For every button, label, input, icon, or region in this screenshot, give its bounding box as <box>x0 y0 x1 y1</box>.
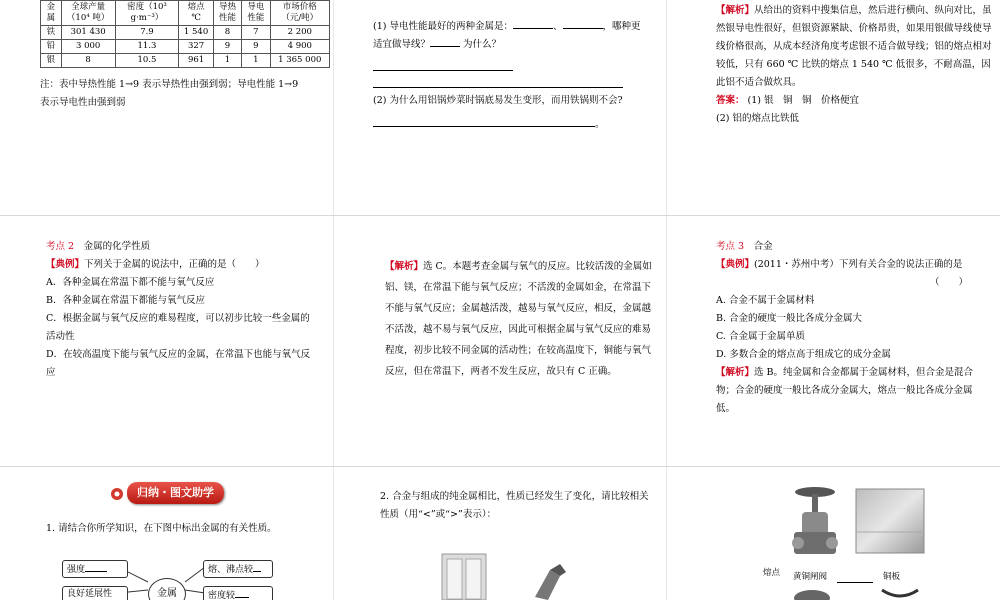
slide-alloy-compare[interactable] <box>380 488 655 600</box>
metal-property-table <box>40 0 330 68</box>
answer-tag: 答案： <box>716 95 745 106</box>
question-1-cont <box>373 36 658 54</box>
table-header: 金属 <box>41 1 62 26</box>
question-2: (2) 为什么用铝锅炒菜时锅底易发生变形，而用铁锅则不会? <box>373 95 623 106</box>
metal-node: 金属 <box>148 578 186 600</box>
answer-text: (2) 铝的熔点比铁低 <box>716 113 799 124</box>
table-cell: 8 <box>61 54 115 68</box>
table-cell: 3 000 <box>61 40 115 54</box>
point-title: 合金 <box>753 241 773 252</box>
option-a[interactable]: A．各种金属在常温下都不能与氧气反应 <box>46 277 215 288</box>
gear-icon <box>110 487 124 501</box>
column-divider <box>666 0 667 600</box>
table-cell: 961 <box>179 54 213 68</box>
table-cell: 301 430 <box>61 26 115 40</box>
table-row <box>41 40 330 54</box>
answer-blank[interactable] <box>85 561 107 572</box>
question-text: ，哪种更 <box>602 21 641 32</box>
table-cell: 铁 <box>41 26 62 40</box>
property-label: 密度较 <box>208 591 236 600</box>
analysis-text: 从给出的资料中搜集信息，然后进行横向、纵向对比，虽然银导电性很好，但银资源紧缺、价格昂贵，如果用银做导线使导线价格很高，从成本经济角度考虑银不适合做导线；铝的熔点相对较低，只有 660 ℃ 比铁的熔点 1 540 ℃ 低很多，不耐高温，因此铝不适合做炊具。 <box>716 5 992 88</box>
option-b[interactable]: B. 合金的硬度一般比各成分金属大 <box>716 313 863 324</box>
period: 。 <box>595 119 605 130</box>
example-question: (2011・苏州中考）下列有关合金的说法正确的是 <box>754 259 963 270</box>
table-cell: 11.3 <box>115 40 179 54</box>
table-row <box>41 26 330 40</box>
melting-point-label: 熔点 <box>763 568 781 578</box>
column-divider <box>333 0 334 600</box>
answer-line[interactable] <box>373 71 623 88</box>
example-tag: 【典例】 <box>716 259 755 270</box>
table-cell: 7.9 <box>115 26 179 40</box>
slide-summary[interactable] <box>40 478 330 600</box>
question-1 <box>373 18 658 36</box>
option-d[interactable]: D．在较高温度下能与氧气反应的金属，在常温下也能与氧气反应 <box>46 349 311 378</box>
table-cell: 铅 <box>41 40 62 54</box>
answer-parenthesis: （ ） <box>929 277 968 288</box>
answer-blank[interactable] <box>430 36 460 47</box>
copper-plate-image <box>855 488 925 554</box>
analysis-tag: 【解析】 <box>385 261 424 272</box>
answer-line[interactable] <box>373 110 595 127</box>
table-row <box>41 54 330 68</box>
question-text: 适宜做导线？ <box>373 39 431 50</box>
compare-question: 2. 合金与组成的纯金属相比，性质已经发生了变化，请比较相关性质（用“<”或“>”表示）： <box>380 491 649 520</box>
example-tag: 【典例】 <box>46 259 85 270</box>
table-cell: 10.5 <box>115 54 179 68</box>
property-box-density[interactable] <box>203 586 273 600</box>
slide-photos[interactable] <box>700 468 1000 600</box>
table-note: 注：表中导热性能 1→9 表示导热性由强到弱；导电性能 1→9 表示导电性由强到弱 <box>40 79 299 108</box>
property-box-melting[interactable] <box>203 560 273 578</box>
slide-questions[interactable] <box>373 18 658 208</box>
answer-blank[interactable] <box>513 18 553 29</box>
slide-point-3[interactable] <box>716 238 982 463</box>
point-title: 金属的化学性质 <box>83 241 151 252</box>
table-cell: 9 <box>213 40 241 54</box>
table-cell: 银 <box>41 54 62 68</box>
brass-valve-image <box>790 484 840 560</box>
table-cell: 8 <box>213 26 241 40</box>
pan-image <box>880 586 920 600</box>
slide-metal-table[interactable] <box>40 0 330 212</box>
point-label: 考点 3 <box>716 241 745 252</box>
row-divider <box>0 466 1000 467</box>
answer-blank[interactable] <box>837 572 873 583</box>
table-header: 导电性能 <box>242 1 270 26</box>
analysis-text: 选 B。纯金属和合金都属于金属材料，但合金是混合物；合金的硬度一般比各成分金属大，熔点一般比各成分金属低。 <box>716 367 974 414</box>
point-label: 考点 2 <box>46 241 75 252</box>
property-label: 熔、沸点较 <box>208 565 254 575</box>
table-cell: 327 <box>179 40 213 54</box>
option-b[interactable]: B．各种金属在常温下都能与氧气反应 <box>46 295 205 306</box>
option-c[interactable]: C. 合金属于金属单质 <box>716 331 805 342</box>
table-cell: 4 900 <box>270 40 329 54</box>
answer-blank[interactable] <box>235 587 249 598</box>
slide-point-2[interactable] <box>46 238 316 463</box>
option-d[interactable]: D. 多数合金的熔点高于组成它的成分金属 <box>716 349 891 360</box>
table-cell: 1 <box>242 54 270 68</box>
answer-line[interactable] <box>373 54 513 71</box>
row-divider <box>0 215 1000 216</box>
table-header: 市场价格（元/吨） <box>270 1 329 26</box>
table-cell: 1 365 000 <box>270 54 329 68</box>
property-box-ductility[interactable]: 良好延展性 <box>62 586 128 600</box>
table-header: 全球产量（10⁴ 吨） <box>61 1 115 26</box>
table-cell: 7 <box>242 26 270 40</box>
question-text: 、 <box>552 21 563 32</box>
window-frame-image <box>440 552 490 600</box>
table-header: 密度（10³ g·m⁻³） <box>115 1 179 26</box>
table-cell: 9 <box>242 40 270 54</box>
summary-badge <box>110 482 224 504</box>
analysis-tag: 【解析】 <box>716 5 755 16</box>
option-a[interactable]: A. 合金不属于金属材料 <box>716 295 815 306</box>
answer-text: (1) 银 铜 铜 价格便宜 <box>747 95 860 106</box>
brass-valve-label: 黄铜闸阀 <box>793 572 828 582</box>
question-text: 为什么？ <box>463 39 502 50</box>
summary-title: 归纳・图文助学 <box>127 482 224 504</box>
answer-blank[interactable] <box>253 561 261 572</box>
table-cell: 2 200 <box>270 26 329 40</box>
table-cell: 1 540 <box>179 26 213 40</box>
analysis-text: 选 C。本题考查金属与氧气的反应。比较活泼的金属如铝、镁，在常温下能与氧气反应；不活泼的金属如金，在常温下不能与氧气反应；金属越活泼，越易与氧气反应，相反，金属越不活泼，越不易与氧气反应，因此可根据金属与氧气反应的难易程度，初步比较不同金属的活动性；在较高温度下，铜能与氧气反应，但在常温下，两者不发生反应，故只有 C 正确。 <box>385 261 652 377</box>
slide-analysis-2[interactable] <box>385 256 653 461</box>
pot-image <box>792 586 832 600</box>
option-c[interactable]: C．根据金属与氧气反应的难易程度，可以初步比较一些金属的活动性 <box>46 313 310 342</box>
answer-blank[interactable] <box>563 18 603 29</box>
table-cell: 1 <box>213 54 241 68</box>
property-box-strength[interactable] <box>62 560 128 578</box>
slide-answer[interactable] <box>716 2 994 212</box>
tool-image <box>530 562 570 600</box>
summary-question: 1. 请结合你所学知识，在下图中标出金属的有关性质。 <box>46 523 277 534</box>
analysis-paragraph <box>716 2 994 92</box>
property-label: 强度 <box>67 565 86 575</box>
table-header: 导热性能 <box>213 1 241 26</box>
analysis-tag: 【解析】 <box>716 367 755 378</box>
example-question: 下列关于金属的说法中，正确的是（ ） <box>84 259 265 270</box>
question-text: (1) 导电性能最好的两种金属是： <box>373 21 513 32</box>
copper-plate-label: 铜板 <box>883 572 901 582</box>
table-header: 熔点 ℃ <box>179 1 213 26</box>
